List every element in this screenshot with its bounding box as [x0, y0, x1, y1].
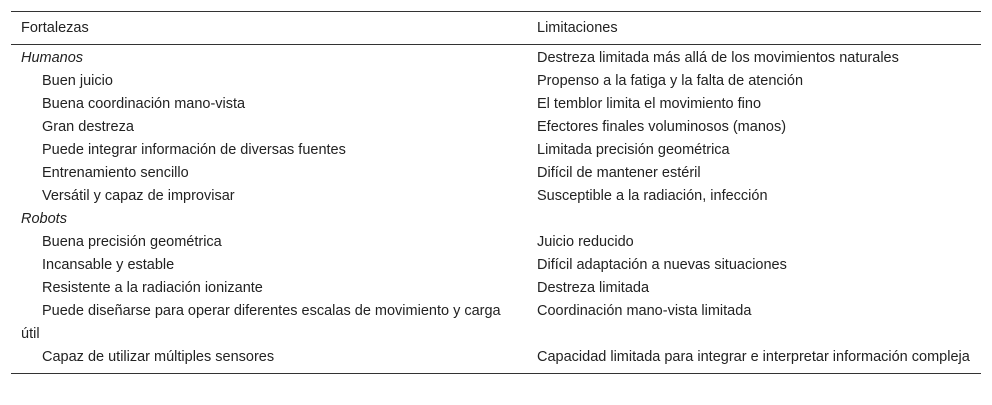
group-title: Humanos: [21, 50, 84, 66]
comparison-table-container: [11, 11, 981, 374]
table-row: [11, 116, 981, 139]
limitation-cell: Propenso a la fatiga y la falta de atención: [537, 73, 804, 89]
table-row: [11, 162, 981, 185]
table-row: [11, 139, 981, 162]
header-limitations: Limitaciones: [537, 19, 618, 36]
limitation-cell: Capacidad limitada para integrar e interpretar información compleja: [537, 349, 970, 365]
table-row: [11, 300, 981, 346]
strength-cell: [11, 70, 527, 93]
strength-text: Buena coordinación mano-vista: [42, 96, 246, 112]
strength-text: Buen juicio: [42, 73, 113, 89]
table-row: [11, 93, 981, 116]
header-strengths: Fortalezas: [21, 19, 89, 36]
limitation-cell: Susceptible a la radiación, infección: [537, 188, 768, 204]
limitation-cell: Difícil adaptación a nuevas situaciones: [537, 257, 787, 273]
strength-text: Puede diseñarse para operar diferentes escalas de movimiento y carga útil: [21, 303, 501, 342]
limitation-cell: Destreza limitada: [537, 280, 650, 296]
group-limitation: [527, 208, 981, 231]
table-row: [11, 70, 981, 93]
strength-text: Entrenamiento sencillo: [42, 165, 189, 181]
strength-cell: [11, 300, 527, 346]
strength-text: Capaz de utilizar múltiples sensores: [42, 349, 275, 365]
limitation-cell: El temblor limita el movimiento fino: [537, 96, 762, 112]
limitation-cell: Efectores finales voluminosos (manos): [537, 119, 787, 135]
strength-cell: [11, 254, 527, 277]
table-row: [11, 277, 981, 300]
strength-cell: [11, 116, 527, 139]
table-row: [11, 254, 981, 277]
limitation-cell: Limitada precisión geométrica: [537, 142, 730, 158]
strength-cell: [11, 185, 527, 208]
table-row: [11, 185, 981, 208]
table-row: [11, 231, 981, 254]
strength-cell: [11, 139, 527, 162]
group-title: Robots: [21, 211, 67, 227]
strength-text: Buena precisión geométrica: [42, 234, 222, 250]
limitation-cell: Difícil de mantener estéril: [537, 165, 701, 181]
strength-text: Gran destreza: [42, 119, 134, 135]
strength-text: Puede integrar información de diversas fuentes: [42, 142, 346, 158]
limitation-cell: Coordinación mano-vista limitada: [537, 303, 752, 319]
strength-text: Versátil y capaz de improvisar: [42, 188, 235, 204]
table-header: [11, 12, 981, 45]
strength-cell: [11, 231, 527, 254]
strength-cell: [11, 162, 527, 185]
table-row: [11, 346, 981, 374]
comparison-table: [11, 11, 981, 374]
table-body: [11, 45, 981, 374]
group-row-humans: [11, 45, 981, 71]
group-row-robots: [11, 208, 981, 231]
strength-text: Incansable y estable: [42, 257, 175, 273]
strength-cell: [11, 277, 527, 300]
group-limitation: Destreza limitada más allá de los movimientos naturales: [537, 50, 899, 66]
strength-cell: [11, 93, 527, 116]
limitation-cell: Juicio reducido: [537, 234, 634, 250]
strength-text: Resistente a la radiación ionizante: [42, 280, 263, 296]
strength-cell: [11, 346, 527, 374]
header-row: [11, 12, 981, 45]
